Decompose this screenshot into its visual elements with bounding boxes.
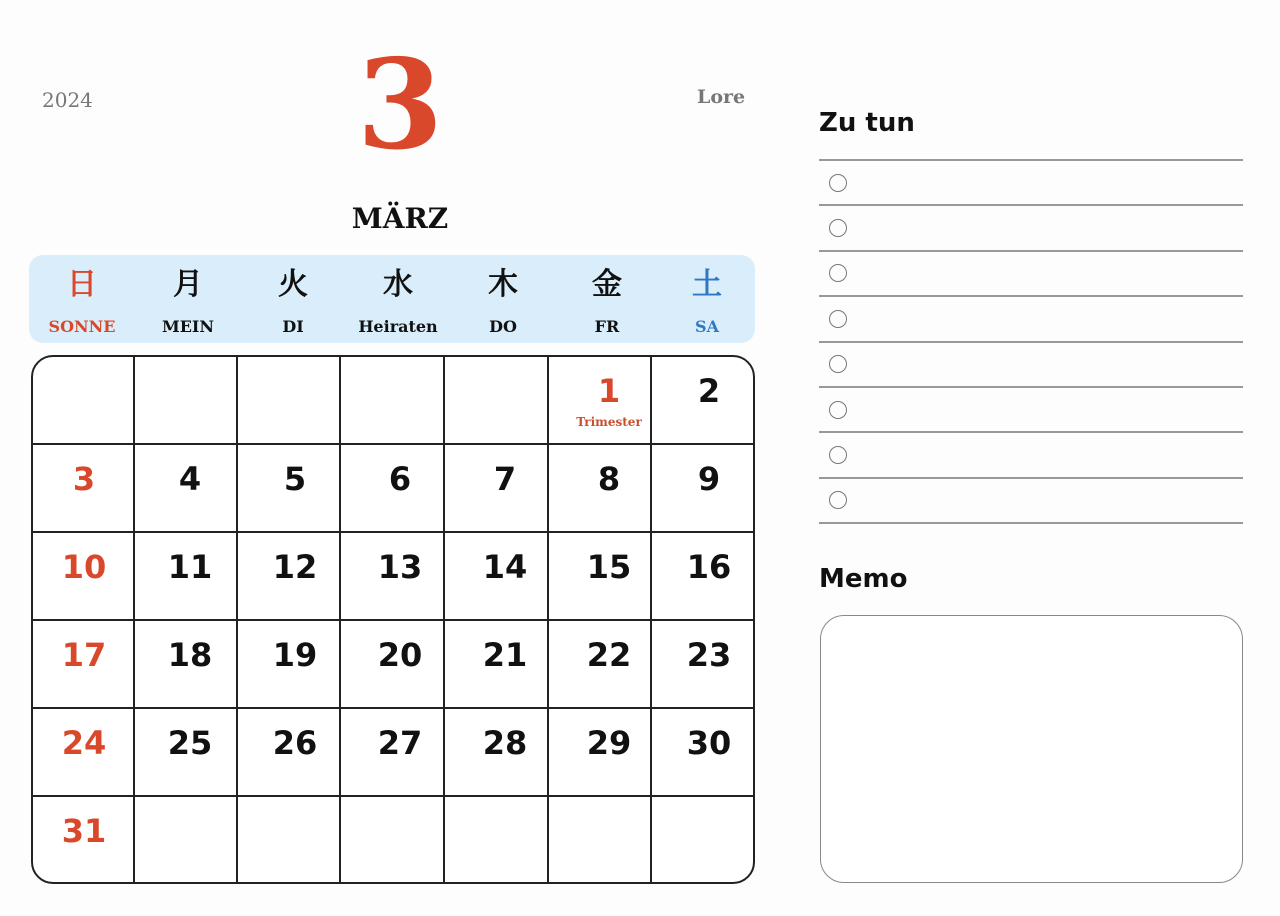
day-number: 8 (597, 460, 621, 498)
todo-list (819, 159, 1243, 524)
day-cell[interactable] (659, 621, 755, 709)
day-cell[interactable] (455, 445, 555, 533)
weekday-kanji: 金 (592, 267, 622, 302)
memo-box[interactable] (820, 615, 1243, 883)
day-number: 13 (377, 548, 423, 586)
weekday-kanji: 日 (67, 267, 97, 302)
day-cell[interactable] (140, 709, 240, 797)
day-number: 5 (283, 460, 307, 498)
todo-item[interactable] (819, 388, 1243, 433)
checkbox-circle-icon[interactable] (829, 401, 847, 419)
day-cell[interactable] (34, 709, 134, 797)
day-cell[interactable] (140, 533, 240, 621)
weekday-label: MEIN (161, 317, 214, 336)
checkbox-circle-icon[interactable] (829, 264, 847, 282)
todo-item[interactable] (819, 297, 1243, 342)
weekday-3 (348, 255, 448, 336)
day-cell[interactable] (350, 445, 450, 533)
day-number: 29 (586, 724, 632, 762)
day-number: 27 (377, 724, 423, 762)
day-number: 21 (482, 636, 528, 674)
calendar-grid (31, 355, 755, 884)
month-name: MÄRZ (351, 202, 449, 235)
day-cell[interactable] (245, 709, 345, 797)
day-number: 24 (61, 724, 107, 762)
day-cell[interactable] (659, 709, 755, 797)
day-number: 3 (72, 460, 96, 498)
day-number: 25 (167, 724, 213, 762)
checkbox-circle-icon[interactable] (829, 310, 847, 328)
day-number: 12 (272, 548, 318, 586)
day-number: 19 (272, 636, 318, 674)
day-number: 31 (61, 812, 107, 850)
day-cell[interactable] (34, 621, 134, 709)
day-cell[interactable] (350, 533, 450, 621)
day-cell[interactable] (455, 621, 555, 709)
day-number: 28 (482, 724, 528, 762)
weekday-kanji: 土 (692, 267, 722, 302)
day-number: 18 (167, 636, 213, 674)
day-cell[interactable] (140, 445, 240, 533)
weekday-kanji: 月 (173, 267, 203, 302)
day-number: 17 (61, 636, 107, 674)
day-number: 26 (272, 724, 318, 762)
day-number: 9 (697, 460, 721, 498)
todo-item[interactable] (819, 161, 1243, 206)
day-cell[interactable] (559, 709, 659, 797)
day-number: 6 (388, 460, 412, 498)
month-number: 3 (356, 33, 444, 178)
day-cell[interactable] (559, 621, 659, 709)
todo-item[interactable] (819, 343, 1243, 388)
weekday-kanji: 木 (488, 267, 518, 302)
day-cell[interactable] (245, 445, 345, 533)
weekday-label: Heiraten (358, 317, 438, 336)
day-number: 22 (586, 636, 632, 674)
weekday-4 (453, 255, 553, 336)
weekday-label: DI (282, 317, 304, 336)
day-number: 4 (178, 460, 202, 498)
checkbox-circle-icon[interactable] (829, 491, 847, 509)
weekday-label: SONNE (48, 317, 116, 336)
day-number: 30 (686, 724, 732, 762)
day-cell[interactable] (659, 357, 755, 445)
checkbox-circle-icon[interactable] (829, 219, 847, 237)
day-cell[interactable] (245, 621, 345, 709)
weekday-0 (32, 255, 132, 336)
memo-title: Memo (819, 564, 908, 594)
weekday-kanji: 火 (278, 267, 308, 302)
weekday-1 (138, 255, 238, 336)
todo-item[interactable] (819, 252, 1243, 297)
day-cell[interactable] (34, 533, 134, 621)
checkbox-circle-icon[interactable] (829, 174, 847, 192)
weekday-5 (557, 255, 657, 336)
day-number: 2 (697, 372, 721, 410)
day-cell[interactable] (140, 621, 240, 709)
day-number: 11 (167, 548, 213, 586)
checkbox-circle-icon[interactable] (829, 446, 847, 464)
day-cell[interactable] (455, 533, 555, 621)
day-cell[interactable] (350, 621, 450, 709)
day-cell[interactable] (559, 445, 659, 533)
day-cell[interactable] (34, 445, 134, 533)
todo-title: Zu tun (819, 108, 915, 138)
weekday-label: DO (489, 317, 517, 336)
day-number: 16 (686, 548, 732, 586)
day-cell[interactable] (350, 709, 450, 797)
todo-item[interactable] (819, 479, 1243, 524)
weekday-label: FR (594, 317, 620, 336)
weekday-kanji: 水 (383, 267, 413, 302)
day-cell[interactable] (659, 533, 755, 621)
weekday-6 (657, 255, 757, 336)
day-number: 7 (493, 460, 517, 498)
day-number: 20 (377, 636, 423, 674)
day-number: 14 (482, 548, 528, 586)
brand-label: Lore (697, 86, 746, 108)
day-cell[interactable] (559, 357, 659, 445)
todo-item[interactable] (819, 433, 1243, 478)
day-number: 15 (586, 548, 632, 586)
day-cell[interactable] (455, 709, 555, 797)
weekday-2 (243, 255, 343, 336)
year-label: 2024 (42, 88, 93, 112)
day-number: 1 (597, 372, 621, 410)
checkbox-circle-icon[interactable] (829, 355, 847, 373)
day-cell[interactable] (659, 445, 755, 533)
day-cell[interactable] (559, 533, 659, 621)
day-number: 23 (686, 636, 732, 674)
weekday-label: SA (695, 317, 719, 336)
day-cell[interactable] (245, 533, 345, 621)
day-cell[interactable] (34, 797, 134, 884)
todo-item[interactable] (819, 206, 1243, 251)
day-note: Trimester (576, 415, 642, 429)
weekday-header (29, 255, 755, 343)
day-number: 10 (61, 548, 107, 586)
